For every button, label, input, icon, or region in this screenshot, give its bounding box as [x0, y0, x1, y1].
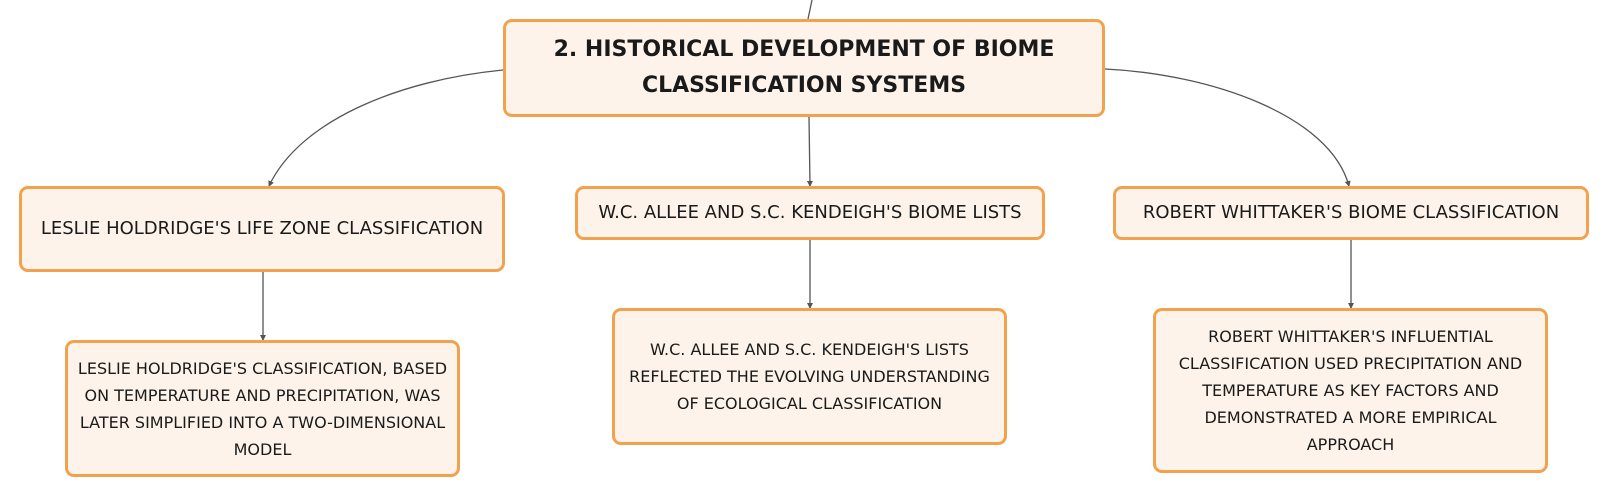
branch-allee-kendeigh-label: W.C. ALLEE AND S.C. KENDEIGH'S BIOME LISTS: [598, 202, 1022, 223]
branch-whittaker[interactable]: [1113, 186, 1589, 240]
branch-whittaker-label: ROBERT WHITTAKER'S BIOME CLASSIFICATION: [1142, 202, 1560, 223]
detail-whittaker-text: ROBERT WHITTAKER'S INFLUENTIAL CLASSIFICATION USED PRECIPITATION AND TEMPERATURE AS KEY FACTORS AND DEMONSTRATED A MORE EMPIRICAL APPROACH: [1178, 327, 1523, 454]
detail-allee-kendeigh-text: W.C. ALLEE AND S.C. KENDEIGH'S LISTS REFLECTED THE EVOLVING UNDERSTANDING OF ECOLOGICAL CLASSIFICATION: [629, 340, 990, 413]
connector-root-to-holdridge: [269, 70, 503, 186]
branch-allee-kendeigh[interactable]: [575, 186, 1045, 240]
branch-holdridge[interactable]: [19, 186, 505, 272]
connector-root-to-allee-kendeigh: [809, 117, 810, 186]
detail-holdridge[interactable]: [65, 340, 460, 477]
connector-root-to-whittaker: [1105, 69, 1349, 186]
detail-holdridge-text: LESLIE HOLDRIDGE'S CLASSIFICATION, BASED ON TEMPERATURE AND PRECIPITATION, WAS LATER SIMPLIFIED INTO A TWO-DIMENSIONAL MODEL: [77, 358, 448, 459]
root-topic-title: 2. HISTORICAL DEVELOPMENT OF BIOME CLASSIFICATION SYSTEMS: [553, 37, 1055, 98]
detail-whittaker[interactable]: [1153, 308, 1548, 473]
branch-holdridge-label: LESLIE HOLDRIDGE'S LIFE ZONE CLASSIFICATION: [40, 218, 484, 239]
root-topic[interactable]: [503, 19, 1105, 117]
incoming-connector: [808, 0, 812, 19]
detail-allee-kendeigh[interactable]: [612, 308, 1007, 445]
